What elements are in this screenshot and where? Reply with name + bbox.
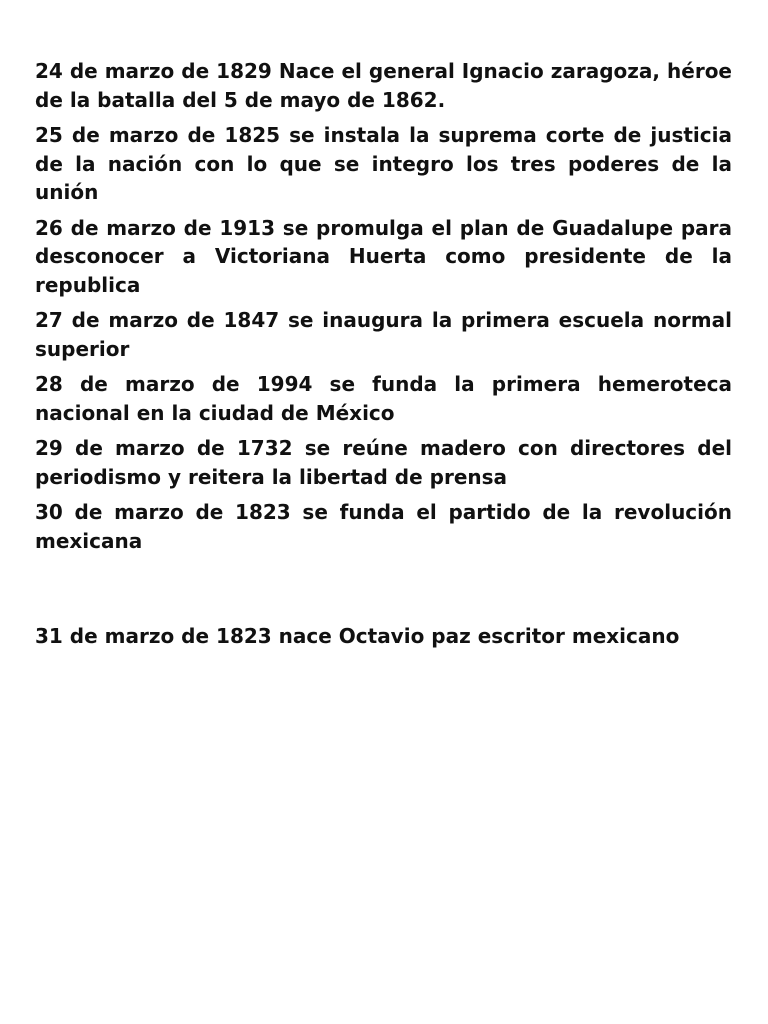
entry-march-31: 31 de marzo de 1823 nace Octavio paz escritor mexicano	[35, 624, 680, 648]
entry-march-30: 30 de marzo de 1823 se funda el partido de la revolución mexicana	[35, 500, 732, 553]
document-page	[35, 57, 732, 658]
entry-march-28: 28 de marzo de 1994 se funda la primera hemeroteca nacional en la ciudad de México	[35, 372, 732, 425]
entry-march-27: 27 de marzo de 1847 se inaugura la primera escuela normal superior	[35, 308, 732, 361]
entry-march-26: 26 de marzo de 1913 se promulga el plan de Guadalupe para desconocer a Victoriana Huerta como presidente de la republica	[35, 215, 732, 297]
entry-march-24: 24 de marzo de 1829 Nace el general Ignacio zaragoza, héroe de la batalla del 5 de mayo de 1862.	[35, 59, 732, 112]
entry-march-29: 29 de marzo de 1732 se reúne madero con directores del periodismo y reitera la libertad de prensa	[35, 436, 732, 489]
entry-march-25: 25 de marzo de 1825 se instala la suprema corte de justicia de la nación con lo que se integro los tres poderes de la unión	[35, 123, 732, 204]
